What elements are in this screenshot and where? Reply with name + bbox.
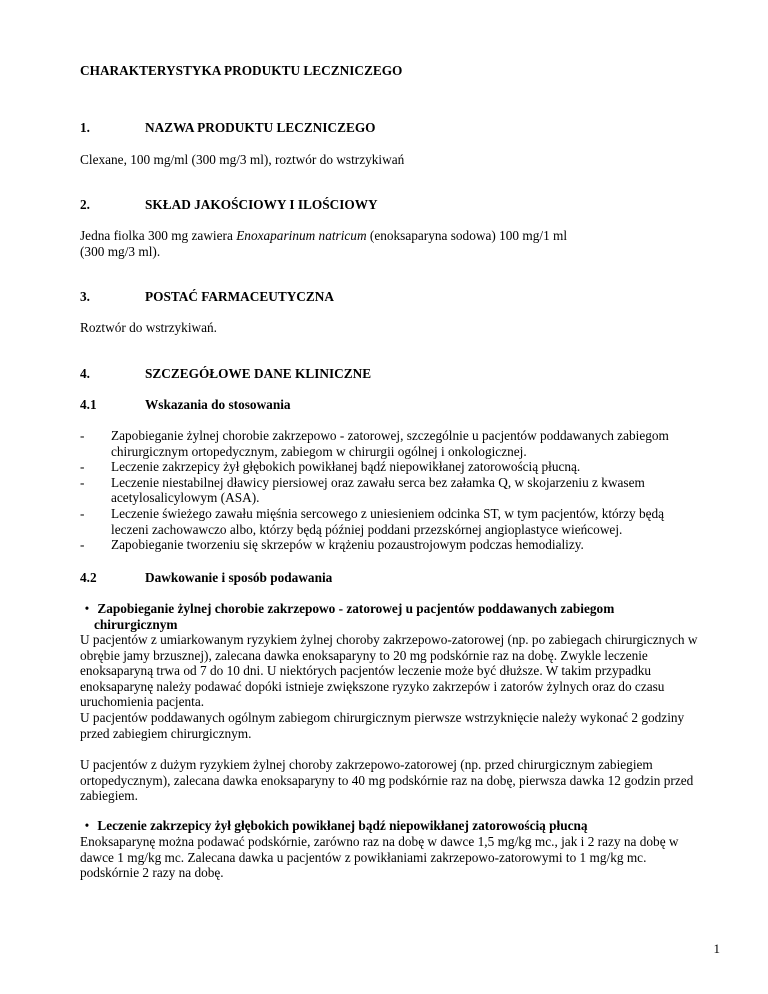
subsection-dvt-treatment-heading: • Leczenie zakrzepicy żył głębokich powikłanej bądź niepowikłanej zatorowością płucną [80, 818, 700, 834]
prevention-paragraph-1: U pacjentów z umiarkowanym ryzykiem żylnej choroby zakrzepowo-zatorowej (np. po zabiegach chirurgicznych w obrębie jamy brzusznej), zalecana dawka enoksaparyny to 20 mg podskórnie raz na dobę. Zwykle leczenie enoksaparyną trwa od 7 do 10 dni. U niektórych pacjentów leczenie może być dłuższe. W takim przypadku enoksaparynę należy podawać dopóki istnieje zwiększone ryzyko zakrzepów i zatorów żylnych oraz do czasu uruchomienia pacjenta. [80, 632, 698, 710]
section-4-1-heading [80, 397, 291, 413]
section-title: Dawkowanie i sposób podawania [145, 570, 333, 585]
composition-text-line2: (300 mg/3 ml). [80, 243, 161, 259]
list-item: - Leczenie zakrzepicy żył głębokich powikłanej bądź niepowikłanej zatorowością płucną. [80, 459, 581, 475]
list-item: - Zapobieganie tworzeniu się skrzepów w krążeniu pozaustrojowym podczas hemodializy. [80, 537, 584, 553]
section-1-heading [80, 120, 376, 136]
section-2-heading [80, 197, 378, 213]
section-4-heading [80, 366, 371, 382]
composition-text-end: (enoksaparyna sodowa) 100 mg/1 ml [366, 228, 568, 243]
page-number: 1 [713, 941, 720, 956]
section-title: Wskazania do stosowania [145, 397, 291, 412]
dash-marker: - [80, 428, 85, 443]
list-item: - Leczenie niestabilnej dławicy piersiowej oraz zawału serca bez załamka Q, w skojarzeniu z kwasem acetylosalicylowym (ASA). [80, 474, 645, 506]
dash-marker: - [80, 474, 85, 490]
bullet-marker: • [84, 818, 90, 833]
section-number: 2. [80, 197, 90, 212]
dash-marker: - [80, 459, 85, 475]
section-4-2-heading [80, 570, 332, 586]
section-3-heading [80, 289, 334, 305]
section-title: SKŁAD JAKOŚCIOWY I ILOŚCIOWY [145, 197, 378, 212]
subsection-prevention-heading: • Zapobieganie żylnej chorobie zakrzepowo - zatorowej u pacjentów poddawanych zabiegom chirurgicznym [80, 601, 700, 632]
list-item: - Zapobieganie żylnej chorobie zakrzepowo - zatorowej, szczególnie u pacjentów poddawanych zabiegom chirurgicznym ortopedycznym, zabiegom w chirurgii ogólnej i onkologicznej. [80, 428, 669, 459]
section-3-text: Roztwór do wstrzykiwań. [80, 320, 218, 335]
document-title: CHARAKTERYSTYKA PRODUKTU LECZNICZEGO [80, 63, 403, 78]
prevention-paragraph-2: U pacjentów poddawanych ogólnym zabiegom chirurgicznym pierwsze wstrzyknięcie należy wykonać 2 godziny przed zabiegiem chirurgicznym. [80, 710, 685, 741]
composition-text-start: Jedna fiolka 300 mg zawiera [80, 228, 237, 243]
dvt-treatment-paragraph: Enoksaparynę można podawać podskórnie, zarówno raz na dobę w dawce 1,5 mg/kg mc., jak i 2 razy na dobę w dawce 1 mg/kg mc. Zalecana dawka u pacjentów z powikłaniami zakrzepowo-zatorowymi to 1 mg/kg mc. podskórnie 2 razy na dobę. [80, 834, 679, 881]
section-number: 4. [80, 366, 90, 381]
section-number: 1. [80, 120, 90, 135]
section-title: POSTAĆ FARMACEUTYCZNA [145, 289, 334, 304]
section-1-text: Clexane, 100 mg/ml (300 mg/3 ml), roztwór do wstrzykiwań [80, 152, 405, 167]
dash-marker: - [80, 505, 85, 521]
section-title: SZCZEGÓŁOWE DANE KLINICZNE [145, 366, 372, 381]
section-number: 4.1 [80, 397, 97, 412]
section-number: 4.2 [80, 570, 97, 585]
dash-marker: - [80, 537, 85, 553]
latin-substance-name: Enoxaparinum natricum [236, 228, 367, 243]
bullet-marker: • [84, 601, 90, 616]
indications-list [80, 428, 700, 553]
prevention-paragraph-3: U pacjentów z dużym ryzykiem żylnej choroby zakrzepowo-zatorowej (np. przed chirurgicznym zabiegiem ortopedycznym), zalecana dawka enoksaparyny to 40 mg podskórnie raz na dobę, pierwsza dawka 12 godzin przed zabiegiem. [80, 757, 694, 804]
section-2-text [80, 228, 700, 259]
list-item: - Leczenie świeżego zawału mięśnia sercowego z uniesieniem odcinka ST, w tym pacjentów, którzy będą leczeni zachowawczo albo, którzy będą później poddani przezskórnej angioplastyce wieńcowej. [80, 505, 665, 537]
section-title: NAZWA PRODUKTU LECZNICZEGO [145, 120, 376, 135]
section-number: 3. [80, 289, 90, 304]
